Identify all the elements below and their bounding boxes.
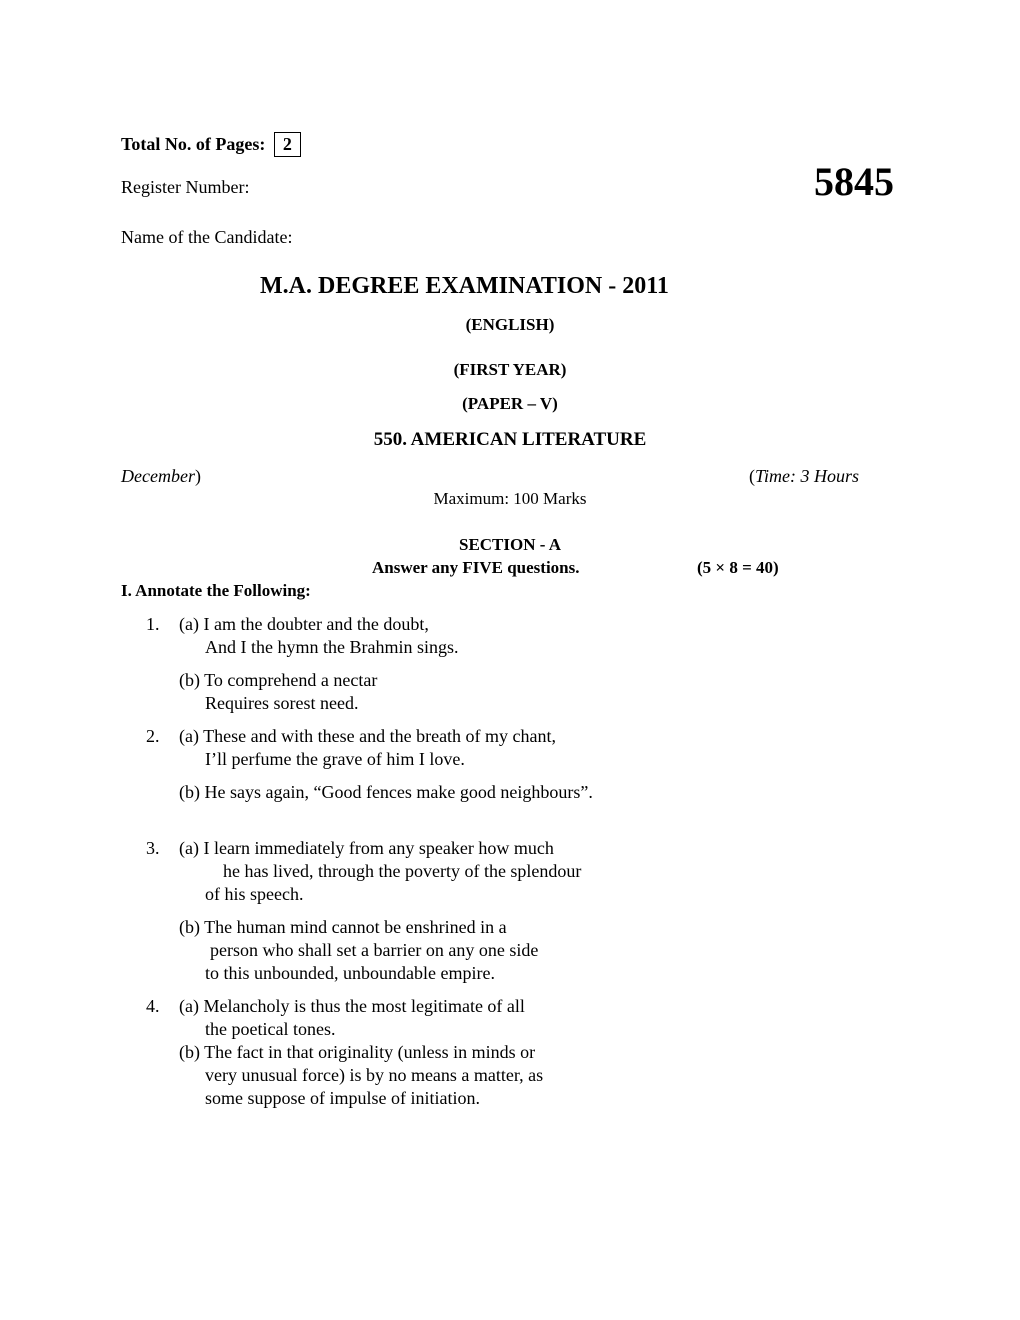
exam-month-text: December bbox=[121, 466, 195, 486]
question-2a-line-1: (a) These and with these and the breath of my chant, bbox=[179, 726, 557, 746]
exam-month-paren: ) bbox=[194, 466, 201, 486]
question-2a-line-2: I’ll perfume the grave of him I love. bbox=[205, 749, 465, 769]
total-pages-label: Total No. of Pages: bbox=[121, 134, 266, 154]
exam-month bbox=[121, 467, 201, 485]
exam-time bbox=[749, 467, 859, 485]
question-3b-line-1: (b) The human mind cannot be enshrined in a bbox=[179, 917, 507, 937]
question-number-3: 3. bbox=[146, 838, 160, 858]
question-1b-line-2: Requires sorest need. bbox=[205, 693, 359, 713]
question-4a-line-2: the poetical tones. bbox=[205, 1019, 336, 1039]
question-4b-line-2: very unusual force) is by no means a matter, as bbox=[205, 1065, 544, 1085]
question-3a-line-2: he has lived, through the poverty of the splendour bbox=[223, 861, 582, 881]
candidate-name-label: Name of the Candidate: bbox=[121, 227, 293, 247]
max-marks: Maximum: 100 Marks bbox=[433, 489, 587, 508]
exam-time-paren: ( bbox=[749, 466, 755, 486]
question-1b-line-1: (b) To comprehend a nectar bbox=[179, 670, 378, 690]
question-4a-line-1: (a) Melancholy is thus the most legitimate of all bbox=[179, 996, 525, 1016]
question-3b-line-2: person who shall set a barrier on any one side bbox=[210, 940, 539, 960]
question-number-4: 4. bbox=[146, 996, 160, 1016]
exam-subject: (ENGLISH) bbox=[465, 315, 555, 334]
total-pages-value: 2 bbox=[274, 132, 301, 157]
paper-code: 5845 bbox=[814, 159, 894, 204]
question-3b-line-3: to this unbounded, unboundable empire. bbox=[205, 963, 495, 983]
total-pages-row bbox=[121, 132, 301, 157]
section-marks: (5 × 8 = 40) bbox=[697, 558, 779, 577]
exam-time-text: Time: 3 Hours bbox=[755, 466, 860, 486]
question-1a-line-2: And I the hymn the Brahmin sings. bbox=[205, 637, 459, 657]
section-heading: I. Annotate the Following: bbox=[121, 581, 311, 600]
question-1a-line-1: (a) I am the doubter and the doubt, bbox=[179, 614, 429, 634]
question-number-2: 2. bbox=[146, 726, 160, 746]
question-3a-line-3: of his speech. bbox=[205, 884, 304, 904]
exam-title: M.A. DEGREE EXAMINATION - 2011 bbox=[260, 273, 669, 299]
question-4b-line-3: some suppose of impulse of initiation. bbox=[205, 1088, 480, 1108]
course-title: 550. AMERICAN LITERATURE bbox=[373, 429, 647, 450]
section-title: SECTION - A bbox=[458, 535, 562, 554]
exam-year: (FIRST YEAR) bbox=[453, 360, 567, 379]
section-instruction: Answer any FIVE questions. bbox=[372, 558, 580, 577]
question-4b-line-1: (b) The fact in that originality (unless in minds or bbox=[179, 1042, 536, 1062]
question-2b-line-1: (b) He says again, “Good fences make good neighbours”. bbox=[179, 782, 593, 802]
question-3a-line-1: (a) I learn immediately from any speaker how much bbox=[179, 838, 554, 858]
register-number-label: Register Number: bbox=[121, 177, 250, 197]
question-number-1: 1. bbox=[146, 614, 160, 634]
exam-paper: (PAPER – V) bbox=[462, 394, 558, 413]
